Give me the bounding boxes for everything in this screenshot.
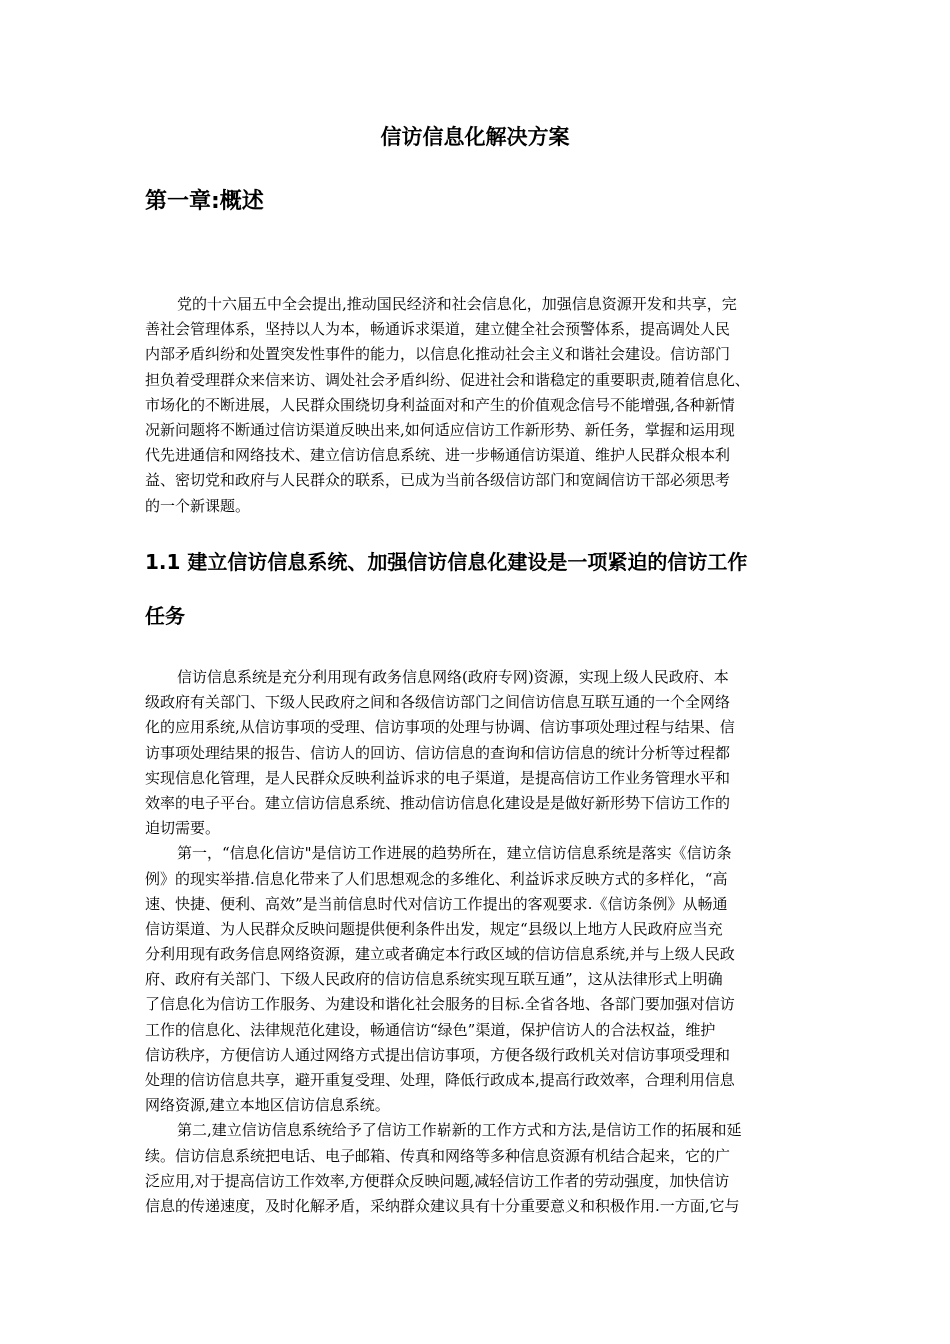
paragraph-line: 工作的信息化、法律规范化建设，畅通信访“绿色”渠道，保护信访人的合法权益，维护	[145, 1020, 716, 1039]
paragraph-line: 内部矛盾纠纷和处置突发性事件的能力，以信息化推动社会主义和谐社会建设。信访部门	[145, 345, 731, 364]
paragraph-line: 第一，“信息化信访"是信访工作进展的趋势所在，建立信访信息系统是落实《信访条	[177, 844, 732, 863]
paragraph-line: 担负着受理群众来信来访、调处社会矛盾纠纷、促进社会和谐稳定的重要职责,随着信息化、	[145, 370, 750, 389]
paragraph-line: 信息的传递速度，及时化解矛盾，采纳群众建议具有十分重要意义和积极作用.一方面,它与	[145, 1196, 740, 1215]
paragraph-line: 善社会管理体系，坚持以人为本，畅通诉求渠道，建立健全社会预警体系，提高调处人民	[145, 320, 731, 339]
paragraph-line: 续。信访信息系统把电话、电子邮箱、传真和网络等多种信息资源有机结合起来，它的广	[145, 1146, 731, 1165]
paragraph-line: 信访渠道、为人民群众反映问题提供便利条件出发，规定“县级以上地方人民政府应当充	[145, 919, 723, 938]
paragraph-line: 访事项处理结果的报告、信访人的回访、信访信息的查询和信访信息的统计分析等过程都	[145, 743, 731, 762]
paragraph-line: 了信息化为信访工作服务、为建设和谐化社会服务的目标.全省各地、各部门要加强对信访	[145, 995, 735, 1014]
paragraph-line: 分利用现有政务信息网络资源，建立或者确定本行政区域的信访信息系统,并与上级人民政	[145, 945, 735, 964]
paragraph-line: 例》的现实举措.信息化带来了人们思想观念的多维化、利益诉求反映方式的多样化，“高	[145, 869, 728, 888]
paragraph-line: 效率的电子平台。建立信访信息系统、推动信访信息化建设是是做好新形势下信访工作的	[145, 793, 731, 812]
paragraph-line: 的一个新课题。	[145, 496, 251, 515]
document-title: 信访信息化解决方案	[380, 125, 570, 149]
paragraph-line: 益、密切党和政府与人民群众的联系，已成为当前各级信访部门和宽阔信访干部必须思考	[145, 471, 731, 490]
paragraph-line: 网络资源,建立本地区信访信息系统。	[145, 1096, 390, 1115]
paragraph-line: 处理的信访信息共享，避开重复受理、处理，降低行政成本,提高行政效率，合理利用信息	[145, 1071, 735, 1089]
paragraph-line: 府、政府有关部门、下级人民政府的信访信息系统实现互联互通”，这从法律形式上明确	[145, 970, 723, 989]
paragraph-line: 党的十六届五中全会提出,推动国民经济和社会信息化，加强信息资源开发和共享，完	[177, 295, 737, 313]
section-body	[145, 665, 815, 1219]
section-heading-1-1	[145, 547, 815, 655]
paragraph-line: 信访信息系统是充分利用现有政务信息网络(政府专网)资源，实现上级人民政府、本	[177, 668, 729, 686]
paragraph-line: 实现信息化管理，是人民群众反映利益诉求的电子渠道，是提高信访工作业务管理水平和	[145, 768, 731, 787]
paragraph-line: 速、快捷、便利、高效”是当前信息时代对信访工作提出的客观要求.《信访条例》从畅通	[145, 894, 728, 913]
paragraph-line: 第二,建立信访信息系统给予了信访工作崭新的工作方式和方法,是信访工作的拓展和延	[177, 1121, 742, 1140]
paragraph-line: 泛应用,对于提高信访工作效率,方便群众反映问题,减轻信访工作者的劳动强度，加快信访	[145, 1171, 730, 1190]
paragraph-line: 化的应用系统,从信访事项的受理、信访事项的处理与协调、信访事项处理过程与结果、信	[145, 718, 735, 737]
paragraph-line: 市场化的不断进展，人民群众围绕切身利益面对和产生的价值观念信号不能增强,各种新情	[145, 395, 735, 414]
paragraph-line: 迫切需要。	[145, 819, 221, 838]
paragraph-line: 代先进通信和网络技术、建立信访信息系统、进一步畅通信访渠道、维护人民群众根本利	[145, 446, 731, 465]
section-heading-line: 任务	[145, 604, 185, 628]
chapter-title: 第一章:概述	[145, 189, 264, 214]
paragraph-line: 级政府有关部门、下级人民政府之间和各级信访部门之间信访信息互联互通的一个全网络	[145, 693, 731, 712]
paragraph-line: 况新问题将不断通过信访渠道反映出来,如何适应信访工作新形势、新任务，掌握和运用现	[145, 420, 735, 439]
intro-paragraph	[145, 292, 815, 519]
paragraph-line: 信访秩序，方便信访人通过网络方式提出信访事项，方便各级行政机关对信访事项受理和	[145, 1045, 731, 1064]
section-heading-line: 1.1 建立信访信息系统、加强信访信息化建设是一项紧迫的信访工作	[145, 550, 748, 574]
